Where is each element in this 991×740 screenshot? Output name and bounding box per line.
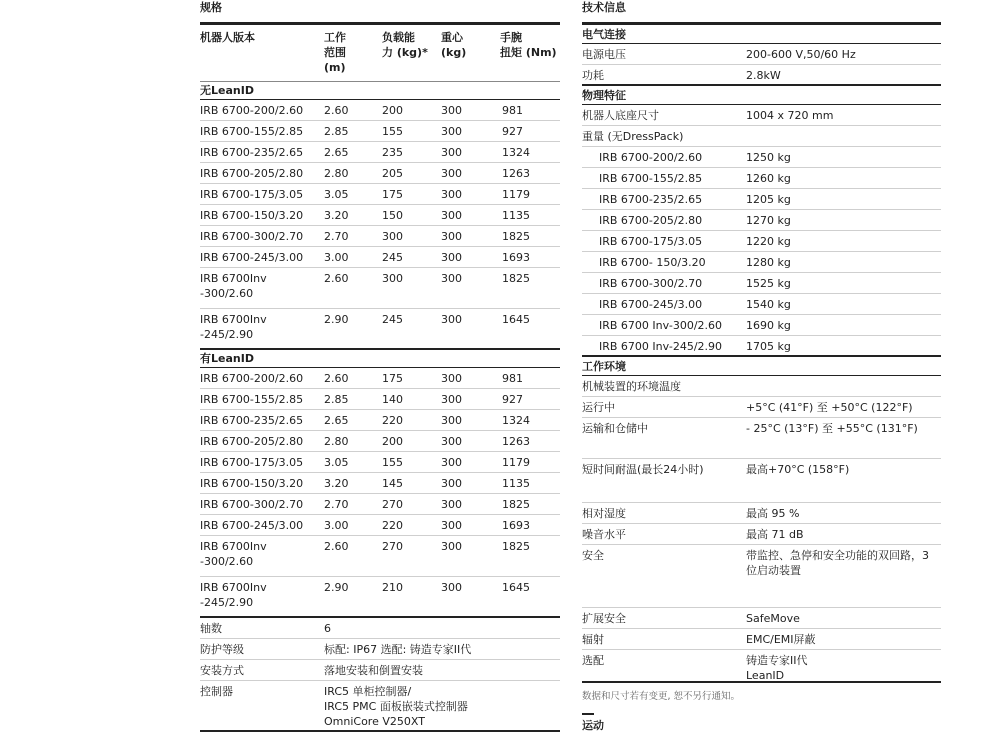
cell-cog: 300 bbox=[441, 435, 462, 448]
tech-value: 1250 kg bbox=[746, 151, 791, 164]
cell-version: IRB 6700-205/2.80 bbox=[200, 167, 304, 180]
tech-value: 1540 kg bbox=[746, 298, 791, 311]
tech-value: 1004 x 720 mm bbox=[746, 109, 834, 122]
cell-reach: 2.90 bbox=[324, 313, 349, 326]
cell-torque: 927 bbox=[502, 393, 523, 406]
cell-cog: 300 bbox=[441, 125, 462, 138]
cell-torque: 1645 bbox=[502, 313, 530, 326]
cell-cog: 300 bbox=[441, 230, 462, 243]
cell-torque: 1135 bbox=[502, 209, 530, 222]
extra-value: 6 bbox=[324, 622, 331, 635]
cell-reach: 2.60 bbox=[324, 104, 349, 117]
section-dash bbox=[582, 713, 594, 715]
tech-value: EMC/EMI屏蔽 bbox=[746, 633, 816, 646]
tech-label: IRB 6700-155/2.85 bbox=[599, 172, 703, 185]
cell-version: IRB 6700-200/2.60 bbox=[200, 104, 304, 117]
spec-row bbox=[200, 389, 560, 410]
cell-torque-wrap bbox=[500, 229, 560, 246]
tech-row bbox=[582, 336, 941, 357]
tech-value bbox=[746, 379, 941, 396]
tech-row bbox=[582, 210, 941, 231]
cell-reach: 2.85 bbox=[324, 125, 349, 138]
cell-reach: 2.80 bbox=[324, 435, 349, 448]
cell-payload: 150 bbox=[382, 209, 403, 222]
cell-torque-wrap bbox=[500, 539, 560, 576]
cell-torque-wrap bbox=[500, 166, 560, 183]
cell-payload: 220 bbox=[382, 414, 403, 427]
cell-reach: 2.60 bbox=[324, 372, 349, 385]
spec-extra-row bbox=[200, 681, 560, 732]
tech-label: IRB 6700-175/3.05 bbox=[599, 235, 703, 248]
spec-row bbox=[200, 205, 560, 226]
cell-cog: 300 bbox=[441, 167, 462, 180]
tech-value: 1280 kg bbox=[746, 256, 791, 269]
cell-reach: 2.85 bbox=[324, 393, 349, 406]
cell-torque: 1135 bbox=[502, 477, 530, 490]
cell-torque-wrap bbox=[500, 455, 560, 472]
spec-row bbox=[200, 368, 560, 389]
cell-cog: 300 bbox=[441, 498, 462, 511]
tech-value: 1205 kg bbox=[746, 193, 791, 206]
cell-cog: 300 bbox=[441, 414, 462, 427]
spec-extra-row bbox=[200, 618, 560, 639]
cell-payload: 270 bbox=[382, 498, 403, 511]
tech-value bbox=[746, 129, 941, 146]
tech-row bbox=[582, 459, 941, 503]
tech-value: - 25°C (13°F) 至 +55°C (131°F) bbox=[746, 422, 918, 435]
cell-version: IRB 6700-155/2.85 bbox=[200, 125, 304, 138]
tech-row bbox=[582, 65, 941, 86]
tech-label: 辐射 bbox=[582, 633, 604, 646]
cell-cog: 300 bbox=[441, 581, 462, 594]
tech-row bbox=[582, 147, 941, 168]
tech-row bbox=[582, 608, 941, 629]
tech-row bbox=[582, 273, 941, 294]
cell-torque-wrap bbox=[500, 187, 560, 204]
tech-sections bbox=[582, 25, 941, 683]
tech-value: 1270 kg bbox=[746, 214, 791, 227]
tech-label: IRB 6700-205/2.80 bbox=[599, 214, 703, 227]
cell-cog: 300 bbox=[441, 146, 462, 159]
cell-reach: 3.05 bbox=[324, 456, 349, 469]
tech-value: 1220 kg bbox=[746, 235, 791, 248]
spec-row bbox=[200, 268, 560, 309]
extra-value: 标配: IP67 选配: 铸造专家II代 bbox=[324, 643, 472, 656]
tech-value: 1705 kg bbox=[746, 340, 791, 353]
spec-row bbox=[200, 536, 560, 577]
cell-payload: 155 bbox=[382, 125, 403, 138]
tech-label: 运输和仓储中 bbox=[582, 422, 648, 435]
cell-reach: 2.60 bbox=[324, 540, 349, 553]
spec-column bbox=[200, 0, 560, 732]
tech-label: IRB 6700 Inv-245/2.90 bbox=[599, 340, 723, 353]
tech-row bbox=[582, 168, 941, 189]
extra-value: 落地安装和倒置安装 bbox=[324, 664, 423, 677]
cell-torque: 1263 bbox=[502, 167, 530, 180]
cell-cog: 300 bbox=[441, 188, 462, 201]
motion-title: 运动 bbox=[582, 719, 604, 732]
spec-row bbox=[200, 577, 560, 618]
cell-reach: 2.90 bbox=[324, 581, 349, 594]
cell-cog: 300 bbox=[441, 104, 462, 117]
spec-row bbox=[200, 494, 560, 515]
spec-row bbox=[200, 309, 560, 350]
cell-torque-wrap bbox=[500, 580, 560, 616]
tech-row bbox=[582, 376, 941, 397]
cell-torque-wrap bbox=[500, 271, 560, 308]
cell-payload: 200 bbox=[382, 435, 403, 448]
cell-reach: 2.70 bbox=[324, 230, 349, 243]
tech-label: IRB 6700-245/3.00 bbox=[599, 298, 703, 311]
cell-payload: 155 bbox=[382, 456, 403, 469]
cell-version: IRB 6700-245/3.00 bbox=[200, 519, 304, 532]
cell-reach: 3.05 bbox=[324, 188, 349, 201]
cell-torque: 1825 bbox=[502, 230, 530, 243]
cell-cog: 300 bbox=[441, 519, 462, 532]
cell-cog: 300 bbox=[441, 251, 462, 264]
tech-value: 最高+70°C (158°F) bbox=[746, 463, 850, 476]
extra-label: 安装方式 bbox=[200, 664, 244, 677]
cell-torque: 1645 bbox=[502, 581, 530, 594]
tech-row bbox=[582, 126, 941, 147]
tech-row bbox=[582, 418, 941, 459]
tech-label: 电源电压 bbox=[582, 48, 626, 61]
cell-cog: 300 bbox=[441, 272, 462, 285]
cell-torque: 1825 bbox=[502, 540, 530, 553]
extra-value: IRC5 单柜控制器/ IRC5 PMC 面板嵌装式控制器 OmniCore V250XT bbox=[324, 685, 468, 728]
tech-value: 铸造专家II代 LeanID bbox=[746, 654, 808, 682]
cell-version: IRB 6700-150/3.20 bbox=[200, 209, 304, 222]
cell-torque-wrap bbox=[500, 434, 560, 451]
cell-version: IRB 6700-245/3.00 bbox=[200, 251, 304, 264]
extra-label: 控制器 bbox=[200, 685, 233, 698]
tech-value: 200-600 V,50/60 Hz bbox=[746, 48, 856, 61]
cell-payload: 245 bbox=[382, 313, 403, 326]
tech-value: 2.8kW bbox=[746, 69, 781, 82]
tech-label: 短时间耐温(最长24小时) bbox=[582, 463, 704, 476]
cell-torque: 1324 bbox=[502, 414, 530, 427]
spec-row bbox=[200, 163, 560, 184]
spec-row bbox=[200, 515, 560, 536]
tech-section-title: 物理特征 bbox=[582, 86, 941, 105]
spec-row bbox=[200, 247, 560, 268]
tech-label: 重量 (无DressPack) bbox=[582, 130, 684, 143]
tech-label: 相对湿度 bbox=[582, 507, 626, 520]
cell-torque: 1693 bbox=[502, 519, 530, 532]
header-payload: 负载能 力 (kg)* bbox=[382, 31, 428, 59]
cell-payload: 140 bbox=[382, 393, 403, 406]
cell-cog: 300 bbox=[441, 372, 462, 385]
tech-label: 安全 bbox=[582, 549, 604, 562]
cell-torque: 981 bbox=[502, 104, 523, 117]
cell-torque: 1263 bbox=[502, 435, 530, 448]
tech-info-column bbox=[582, 0, 941, 732]
cell-version: IRB 6700Inv -300/2.60 bbox=[200, 540, 267, 568]
spec-row bbox=[200, 410, 560, 431]
cell-reach: 3.20 bbox=[324, 209, 349, 222]
tech-row bbox=[582, 650, 941, 683]
tech-label: 选配 bbox=[582, 654, 604, 667]
spec-row bbox=[200, 100, 560, 121]
cell-reach: 2.70 bbox=[324, 498, 349, 511]
cell-version: IRB 6700-175/3.05 bbox=[200, 456, 304, 469]
tech-label: 扩展安全 bbox=[582, 612, 626, 625]
cell-payload: 300 bbox=[382, 230, 403, 243]
spec-extra-row bbox=[200, 660, 560, 681]
cell-payload: 270 bbox=[382, 540, 403, 553]
cell-reach: 3.00 bbox=[324, 251, 349, 264]
tech-value: 1260 kg bbox=[746, 172, 791, 185]
tech-row bbox=[582, 315, 941, 336]
cell-torque: 1179 bbox=[502, 456, 530, 469]
cell-reach: 2.80 bbox=[324, 167, 349, 180]
cell-version: IRB 6700-150/3.20 bbox=[200, 477, 304, 490]
cell-torque: 1179 bbox=[502, 188, 530, 201]
spec-row bbox=[200, 142, 560, 163]
cell-payload: 205 bbox=[382, 167, 403, 180]
cell-torque-wrap bbox=[500, 497, 560, 514]
cell-torque-wrap bbox=[500, 312, 560, 348]
spec-header-row bbox=[200, 25, 560, 82]
cell-payload: 175 bbox=[382, 188, 403, 201]
tech-section-title: 工作环境 bbox=[582, 357, 941, 376]
cell-reach: 3.20 bbox=[324, 477, 349, 490]
cell-version: IRB 6700-300/2.70 bbox=[200, 230, 304, 243]
cell-torque: 1825 bbox=[502, 498, 530, 511]
tech-value: 带监控、急停和安全功能的双回路，3 位启动装置 bbox=[746, 549, 929, 577]
tech-value: 1525 kg bbox=[746, 277, 791, 290]
cell-payload: 145 bbox=[382, 477, 403, 490]
header-wrist-torque: 手腕 扭矩 (Nm) bbox=[500, 31, 557, 59]
cell-payload: 245 bbox=[382, 251, 403, 264]
cell-payload: 235 bbox=[382, 146, 403, 159]
tech-value: 最高 95 % bbox=[746, 507, 800, 520]
cell-version: IRB 6700Inv -245/2.90 bbox=[200, 581, 267, 609]
spec-extra-row bbox=[200, 639, 560, 660]
cell-torque-wrap bbox=[500, 250, 560, 267]
tech-row bbox=[582, 189, 941, 210]
cell-version: IRB 6700-200/2.60 bbox=[200, 372, 304, 385]
cell-version: IRB 6700-155/2.85 bbox=[200, 393, 304, 406]
cell-version: IRB 6700-300/2.70 bbox=[200, 498, 304, 511]
header-reach: 工作 范围 (m) bbox=[324, 31, 346, 74]
cell-reach: 2.65 bbox=[324, 146, 349, 159]
tech-row bbox=[582, 105, 941, 126]
tech-label: IRB 6700-300/2.70 bbox=[599, 277, 703, 290]
tech-label: 机器人底座尺寸 bbox=[582, 109, 659, 122]
cell-torque: 1693 bbox=[502, 251, 530, 264]
cell-reach: 3.00 bbox=[324, 519, 349, 532]
cell-torque-wrap bbox=[500, 371, 560, 388]
spec-group-title: 有LeanID bbox=[200, 350, 560, 368]
cell-torque-wrap bbox=[500, 124, 560, 141]
spec-row bbox=[200, 226, 560, 247]
extra-label: 防护等级 bbox=[200, 643, 244, 656]
tech-value: SafeMove bbox=[746, 612, 800, 625]
cell-torque-wrap bbox=[500, 392, 560, 409]
cell-version: IRB 6700Inv -300/2.60 bbox=[200, 272, 267, 300]
cell-cog: 300 bbox=[441, 477, 462, 490]
tech-label: 机械装置的环境温度 bbox=[582, 380, 681, 393]
tech-label: 噪音水平 bbox=[582, 528, 626, 541]
tech-row bbox=[582, 524, 941, 545]
tech-row bbox=[582, 294, 941, 315]
tech-row bbox=[582, 503, 941, 524]
cell-torque: 1324 bbox=[502, 146, 530, 159]
cell-version: IRB 6700-175/3.05 bbox=[200, 188, 304, 201]
cell-payload: 200 bbox=[382, 104, 403, 117]
header-center-of-gravity: 重心 (kg) bbox=[441, 31, 467, 59]
tech-label: IRB 6700- 150/3.20 bbox=[599, 256, 706, 269]
cell-version: IRB 6700-235/2.65 bbox=[200, 414, 304, 427]
tech-info-title: 技术信息 bbox=[582, 0, 941, 25]
extra-label: 轴数 bbox=[200, 622, 222, 635]
tech-section-title: 电气连接 bbox=[582, 25, 941, 44]
tech-value: 1690 kg bbox=[746, 319, 791, 332]
cell-version: IRB 6700Inv -245/2.90 bbox=[200, 313, 267, 341]
tech-value: +5°C (41°F) 至 +50°C (122°F) bbox=[746, 401, 913, 414]
cell-payload: 175 bbox=[382, 372, 403, 385]
tech-label: IRB 6700-235/2.65 bbox=[599, 193, 703, 206]
tech-row bbox=[582, 231, 941, 252]
cell-payload: 220 bbox=[382, 519, 403, 532]
spec-row bbox=[200, 431, 560, 452]
tech-label: IRB 6700 Inv-300/2.60 bbox=[599, 319, 723, 332]
cell-reach: 2.60 bbox=[324, 272, 349, 285]
tech-label: 运行中 bbox=[582, 401, 615, 414]
tech-label: 功耗 bbox=[582, 69, 604, 82]
spec-row bbox=[200, 473, 560, 494]
tech-row bbox=[582, 397, 941, 418]
spec-groups bbox=[200, 82, 560, 618]
cell-torque-wrap bbox=[500, 413, 560, 430]
cell-cog: 300 bbox=[441, 209, 462, 222]
tech-value: 最高 71 dB bbox=[746, 528, 804, 541]
cell-version: IRB 6700-205/2.80 bbox=[200, 435, 304, 448]
cell-cog: 300 bbox=[441, 313, 462, 326]
cell-reach: 2.65 bbox=[324, 414, 349, 427]
cell-cog: 300 bbox=[441, 393, 462, 406]
cell-torque-wrap bbox=[500, 476, 560, 493]
tech-row bbox=[582, 252, 941, 273]
spec-title: 规格 bbox=[200, 0, 560, 25]
header-version: 机器人版本 bbox=[200, 31, 255, 44]
cell-version: IRB 6700-235/2.65 bbox=[200, 146, 304, 159]
cell-cog: 300 bbox=[441, 456, 462, 469]
tech-row bbox=[582, 545, 941, 608]
tech-label: IRB 6700-200/2.60 bbox=[599, 151, 703, 164]
cell-cog: 300 bbox=[441, 540, 462, 553]
spec-extra bbox=[200, 618, 560, 732]
cell-torque-wrap bbox=[500, 518, 560, 535]
cell-payload: 210 bbox=[382, 581, 403, 594]
disclaimer-note: 数据和尺寸若有变更, 恕不另行通知。 bbox=[582, 691, 741, 702]
cell-torque: 927 bbox=[502, 125, 523, 138]
cell-torque: 1825 bbox=[502, 272, 530, 285]
tech-row bbox=[582, 629, 941, 650]
spec-row bbox=[200, 121, 560, 142]
spec-row bbox=[200, 184, 560, 205]
tech-row bbox=[582, 44, 941, 65]
spec-row bbox=[200, 452, 560, 473]
cell-torque-wrap bbox=[500, 145, 560, 162]
cell-torque-wrap bbox=[500, 103, 560, 120]
cell-torque-wrap bbox=[500, 208, 560, 225]
cell-payload: 300 bbox=[382, 272, 403, 285]
cell-torque: 981 bbox=[502, 372, 523, 385]
spec-group-title: 无LeanID bbox=[200, 82, 560, 100]
